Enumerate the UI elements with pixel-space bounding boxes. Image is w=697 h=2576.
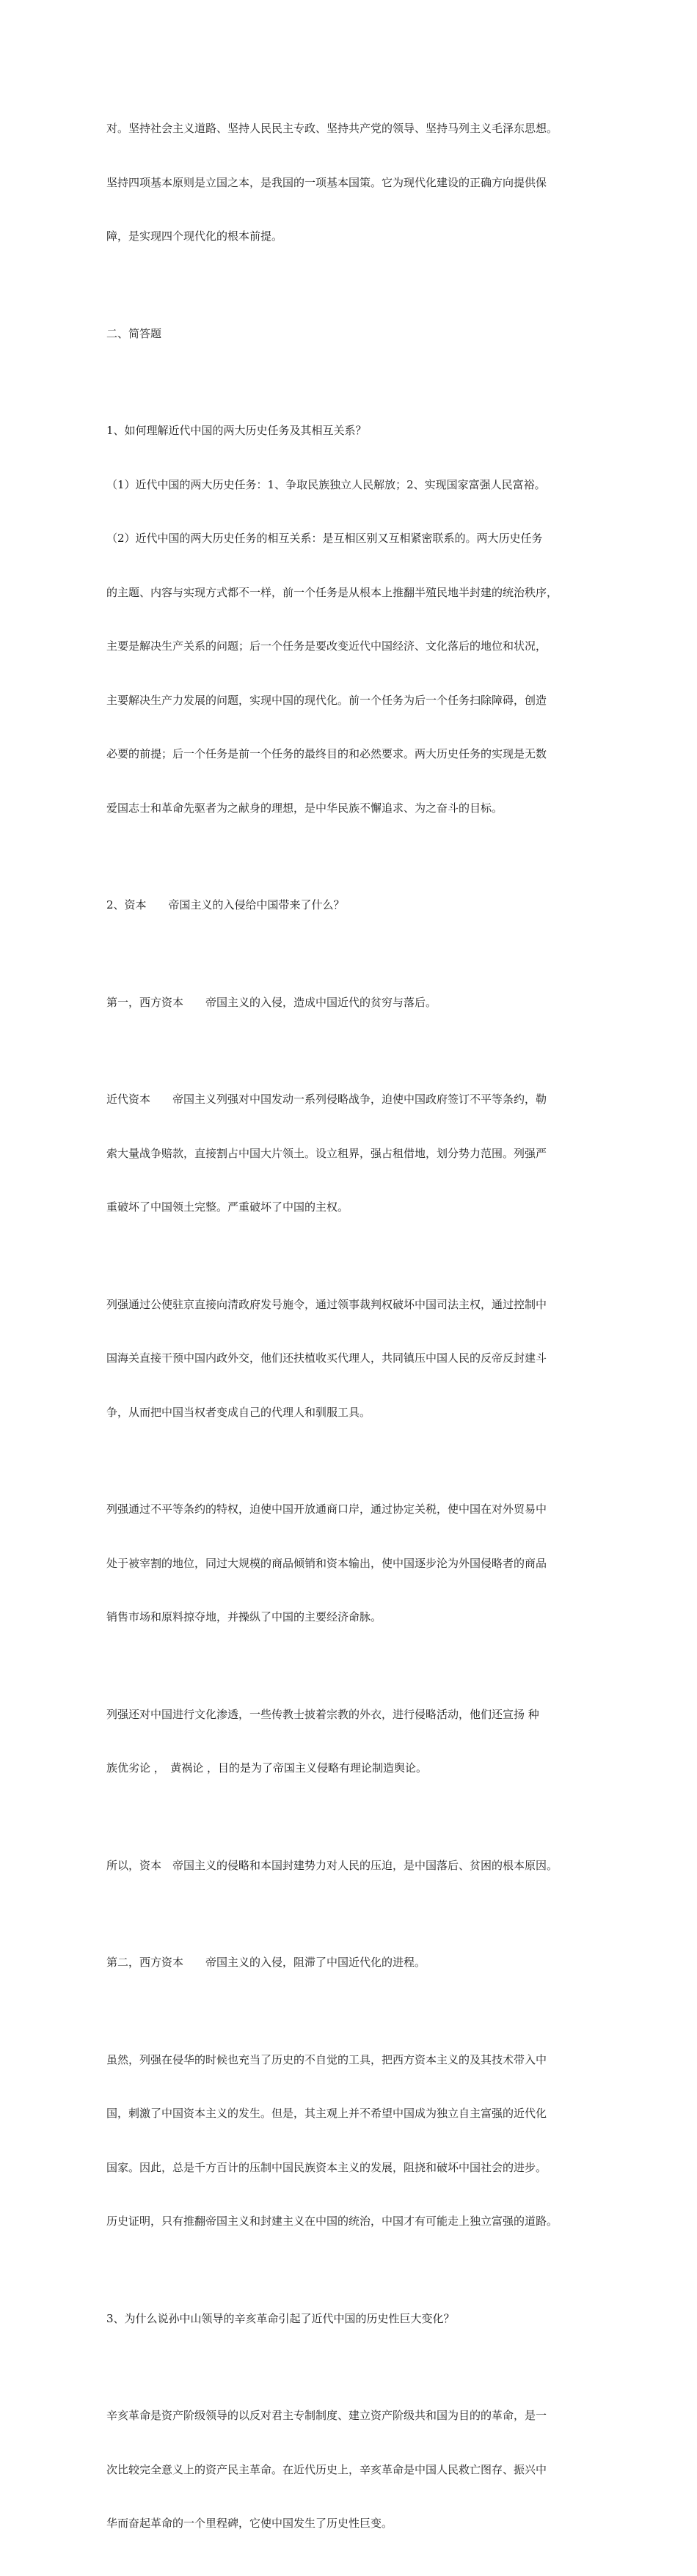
q2-paragraph-5 bbox=[106, 1821, 594, 1911]
question-title: 2、资本 帝国主义的入侵给中国带来了什么？ bbox=[106, 898, 345, 911]
text-line: 索大量战争赔款，直接割占中国大片领土。设立租界，强占租借地，划分势力范围。列强严 bbox=[106, 1146, 547, 1160]
text-line: 列强通过不平等条约的特权，迫使中国开放通商口岸，通过协定关税，使中国在对外贸易中 bbox=[106, 1502, 547, 1516]
text-line: 国海关直接干预中国内政外交，他们还扶植收买代理人，共同镇压中国人民的反帝反封建斗 bbox=[106, 1351, 547, 1365]
text-line: 第二，西方资本 帝国主义的入侵，阻滞了中国近代化的进程。 bbox=[106, 1956, 426, 1969]
text-line: 列强通过公使驻京直接向清政府发号施令，通过领事裁判权破坏中国司法主权，通过控制中 bbox=[106, 1297, 547, 1311]
text-line: 国家。因此，总是千方百计的压制中国民族资本主义的发展，阻挠和破坏中国社会的进步。 bbox=[106, 2160, 547, 2174]
q2-paragraph-2 bbox=[106, 1260, 594, 1458]
q3-paragraph-1 bbox=[106, 2371, 594, 2569]
intro-paragraph bbox=[106, 84, 594, 282]
text-line: 二、简答题 bbox=[106, 326, 162, 340]
question-1 bbox=[106, 386, 594, 853]
q2-paragraph-6 bbox=[106, 2015, 594, 2267]
text-line: 虽然，列强在侵华的时候也充当了历史的不自觉的工具，把西方资本主义的及其技术带入中 bbox=[106, 2052, 547, 2066]
text-line: 历史证明，只有推翻帝国主义和封建主义在中国的统治，中国才有可能走上独立富强的道路。 bbox=[106, 2214, 558, 2228]
text-line: 爱国志士和革命先驱者为之献身的理想，是中华民族不懈追求、为之奋斗的目标。 bbox=[106, 801, 503, 815]
text-line: 主要是解决生产关系的问题；后一个任务是要改变近代中国经济、文化落后的地位和状况， bbox=[106, 639, 547, 653]
text-line: 销售市场和原料掠夺地，并操纵了中国的主要经济命脉。 bbox=[106, 1610, 382, 1623]
text-line: 对。坚持社会主义道路、坚持人民民主专政、坚持共产党的领导、坚持马列主义毛泽东思想。 bbox=[106, 122, 558, 135]
text-line: 次比较完全意义上的资产民主革命。在近代历史上，辛亥革命是中国人民救亡图存、振兴中 bbox=[106, 2462, 547, 2476]
q2-paragraph-1 bbox=[106, 1054, 594, 1252]
q2-point-2 bbox=[106, 1918, 594, 2008]
question-3 bbox=[106, 2274, 594, 2364]
text-line: 处于被宰割的地位，同过大规模的商品倾销和资本输出，使中国逐步沦为外国侵略者的商品 bbox=[106, 1556, 547, 1570]
q2-point-1 bbox=[106, 958, 594, 1048]
text-line: 的主题、内容与实现方式都不一样，前一个任务是从根本上推翻半殖民地半封建的统治秩序， bbox=[106, 585, 558, 599]
question-title: 1、如何理解近代中国的两大历史任务及其相互关系？ bbox=[106, 424, 367, 437]
text-line: 障，是实现四个现代化的根本前提。 bbox=[106, 230, 283, 243]
text-line: 国，刺激了中国资本主义的发生。但是，其主观上并不希望中国成为独立自主富强的近代化 bbox=[106, 2107, 547, 2120]
text-line: 近代资本 帝国主义列强对中国发动一系列侵略战争，迫使中国政府签订不平等条约，勒 bbox=[106, 1093, 547, 1106]
text-line: （2）近代中国的两大历史任务的相互关系：是互相区别又互相紧密联系的。两大历史任务 bbox=[106, 532, 543, 545]
text-line: （1）近代中国的两大历史任务：1、争取民族独立人民解放；2、实现国家富强人民富裕。 bbox=[106, 477, 546, 491]
question-2 bbox=[106, 860, 594, 950]
text-line: 主要解决生产力发展的问题，实现中国的现代化。前一个任务为后一个任务扫除障碍，创造 bbox=[106, 693, 547, 707]
text-line: 辛亥革命是资产阶级领导的以反对君主专制制度、建立资产阶级共和国为目的的革命，是一 bbox=[106, 2409, 547, 2422]
text-line: 族优劣论 ， 黄祸论 ，目的是为了帝国主义侵略有理论制造舆论。 bbox=[106, 1761, 428, 1775]
section-heading bbox=[106, 289, 594, 379]
text-line: 必要的前提；后一个任务是前一个任务的最终目的和必然要求。两大历史任务的实现是无数 bbox=[106, 747, 547, 760]
text-line: 第一，西方资本 帝国主义的入侵，造成中国近代的贫穷与落后。 bbox=[106, 995, 437, 1009]
question-title: 3、为什么说孙中山领导的辛亥革命引起了近代中国的历史性巨大变化？ bbox=[106, 2311, 455, 2325]
text-line: 重破坏了中国领土完整。严重破坏了中国的主权。 bbox=[106, 1200, 349, 1214]
text-line: 华而奋起革命的一个里程碑，它使中国发生了历史性巨变。 bbox=[106, 2517, 393, 2530]
text-line: 争，从而把中国当权者变成自己的代理人和驯服工具。 bbox=[106, 1405, 371, 1419]
text-line: 列强还对中国进行文化渗透，一些传教士披着宗教的外衣，进行侵略活动，他们还宣扬 种 bbox=[106, 1707, 539, 1721]
document-page bbox=[106, 84, 594, 2576]
text-line: 所以，资本 帝国主义的侵略和本国封建势力对人民的压迫，是中国落后、贫困的根本原因。 bbox=[106, 1858, 558, 1872]
text-line: 坚持四项基本原则是立国之本，是我国的一项基本国策。它为现代化建设的正确方向提供保 bbox=[106, 175, 547, 189]
q2-paragraph-4 bbox=[106, 1670, 594, 1813]
q2-paragraph-3 bbox=[106, 1464, 594, 1662]
